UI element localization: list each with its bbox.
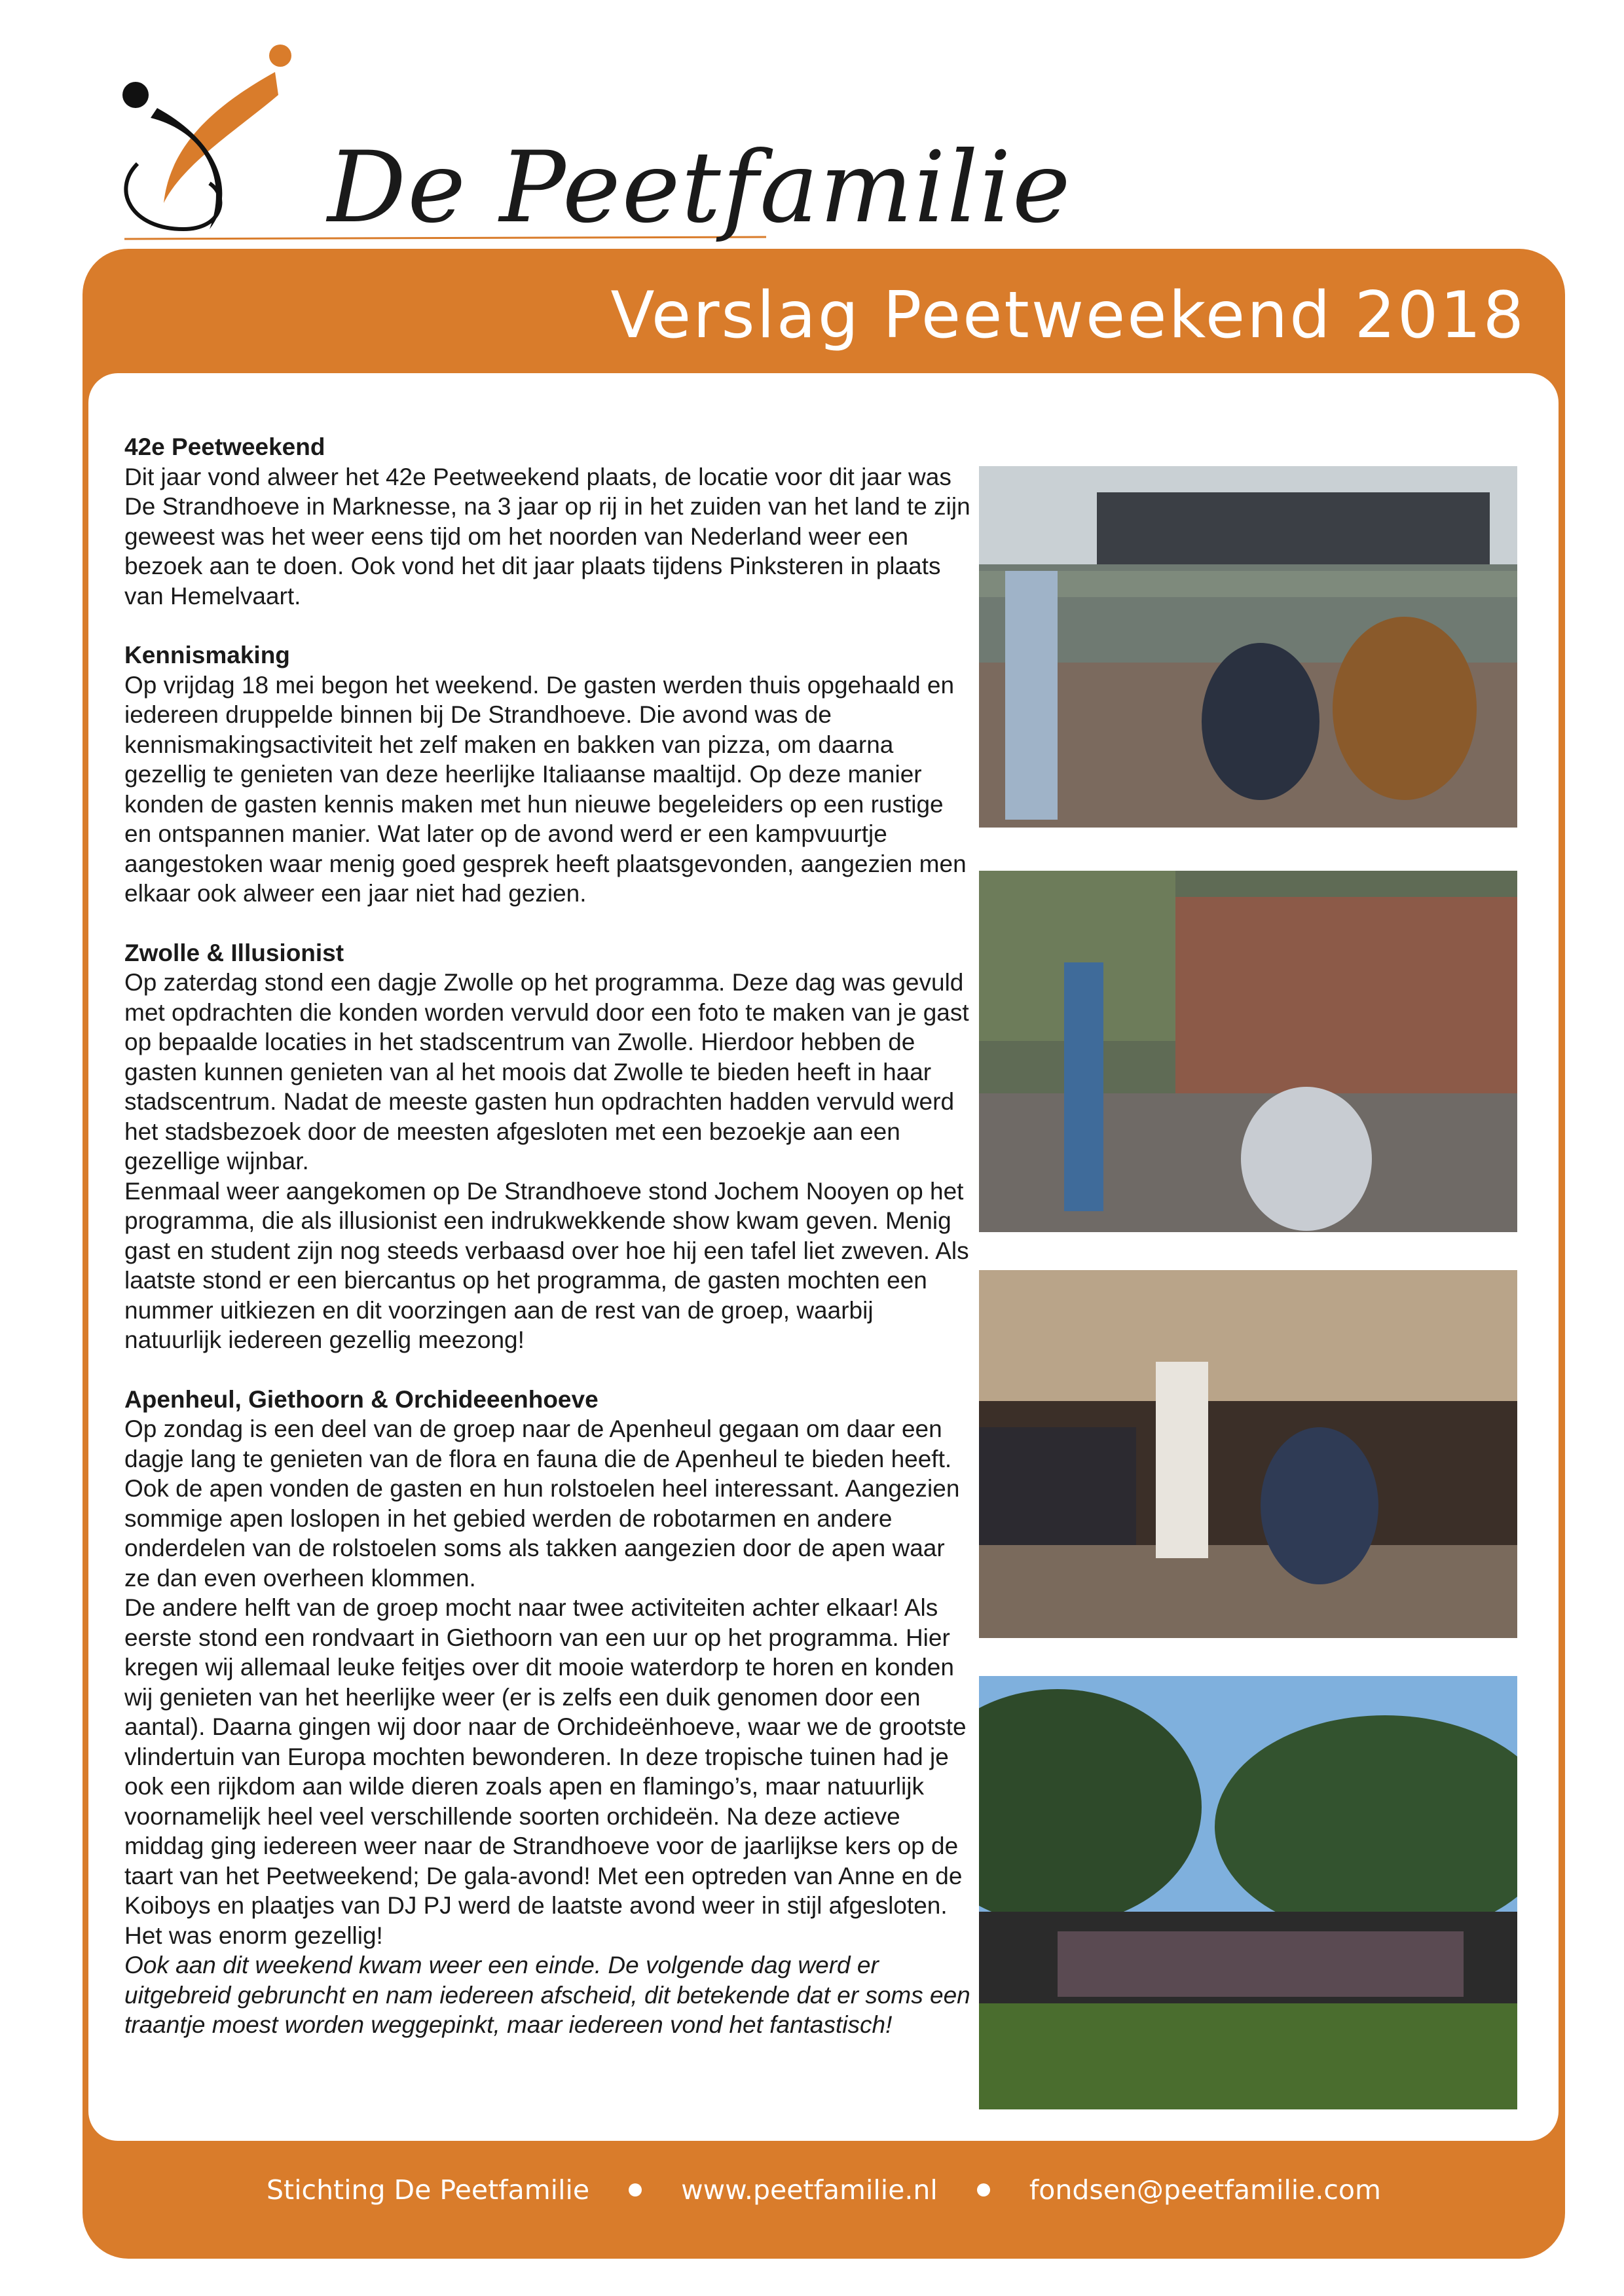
section-heading: Zwolle & Illusionist bbox=[124, 939, 344, 966]
photo-gala-dance bbox=[979, 1270, 1517, 1638]
logo-text: De Peetfamilie bbox=[327, 131, 1072, 245]
photo-group bbox=[979, 1676, 1517, 2109]
section-paragraph: Op zaterdag stond een dagje Zwolle op het programma. Deze dag was gevuld met opdrachten die konden worden vervuld door een foto te maken van je gast op bepaalde locaties in het stadscentrum van Zwolle. Hierdoor hebben de gasten kunnen genieten van al het moois dat Zwolle te bieden heeft in haar stadscentrum. Nadat de meeste gasten hun opdrachten hadden vervuld werd het stadsbezoek door de meesten afgesloten met een bezoekje aan een gezellige wijnbar. bbox=[124, 969, 969, 1175]
footer-org: Stichting De Peetfamilie bbox=[267, 2174, 590, 2206]
section-heading: Apenheul, Giethoorn & Orchideeenhoeve bbox=[124, 1385, 599, 1413]
footer bbox=[83, 2160, 1565, 2219]
section-zwolle-illusionist bbox=[124, 938, 976, 1355]
photo-image-icon bbox=[979, 1270, 1517, 1638]
section-closing: Ook aan dit weekend kwam weer een einde. De volgende dag werd er uitgebreid gebruncht en nam iedereen afscheid, dit betekende dat er soms een traantje moest worden weggepinkt, maar iedereen vond het fantastisch! bbox=[124, 1952, 970, 2038]
photo-zwolle-courtyard bbox=[979, 871, 1517, 1232]
section-heading: 42e Peetweekend bbox=[124, 433, 325, 460]
photo-street-wheelchairs bbox=[979, 466, 1517, 828]
section-heading: Kennismaking bbox=[124, 642, 290, 668]
section-paragraph: De andere helft van de groep mocht naar twee activiteiten achter elkaar! Als eerste stond een rondvaart in Giethoorn van een uur op het programma. Hier kregen wij allemaal leuke feitjes over dit mooie waterdorp te horen en konden wij genieten van het heerlijke weer (er is zelfs een duik genomen door een aantal). Daarna gingen wij door naar de Orchideënhoeve, waar we de grootste vlindertuin van Europa mochten bewonderen. In deze tropische tuinen had je ook een rijkdom aan wilde dieren zoals apen en flamingo’s, maar natuurlijk voornamelijk heel veel verschillende soorten orchideën. Na deze actieve middag ging iedereen weer naar de Strandhoeve voor de jaarlijkse kers op de taart van het Peetweekend; De gala-avond! Met een optreden van Anne en de Koiboys en plaatjes van DJ PJ werd de laatste avond weer in stijl afgesloten. Het was enorm gezellig! bbox=[124, 1594, 967, 1949]
footer-email-link[interactable]: fondsen@peetfamilie.com bbox=[1029, 2174, 1381, 2206]
photo-image-icon bbox=[979, 871, 1517, 1232]
section-paragraph: Op vrijdag 18 mei begon het weekend. De gasten werden thuis opgehaald en iedereen druppelde binnen bij De Strandhoeve. Die avond was de kennismakingsactiviteit het zelf maken en bakken van pizza, om daarna gezellig te genieten van deze heerlijke Italiaanse maaltijd. Op deze manier konden de gasten kennis maken met hun nieuwe begeleiders op een rustige en ontspannen manier. Wat later op de avond werd er een kampvuurtje aangestoken waar menig goed gesprek heeft plaatsgevonden, aangezien men elkaar ook alweer een jaar niet had gezien. bbox=[124, 671, 967, 907]
photo-image-icon bbox=[979, 1676, 1517, 2109]
section-kennismaking bbox=[124, 640, 976, 909]
footer-website-link[interactable]: www.peetfamilie.nl bbox=[681, 2174, 938, 2206]
section-paragraph: Eenmaal weer aangekomen op De Strandhoeve stond Jochem Nooyen op het programma, die als illusionist een indrukwekkende show kwam geven. Menig gast en student zijn nog steeds verbaasd over hoe hij een tafel liet zweven. Als laatste stond er een biercantus op het programma, de gasten mochten een nummer uitkiezen en dit voorzingen aan de rest van de groep, waarbij natuurlijk iedereen gezellig meezong! bbox=[124, 1177, 969, 1353]
article bbox=[124, 432, 976, 2069]
bullet-icon bbox=[629, 2183, 642, 2196]
section-paragraph: Op zondag is een deel van de groep naar de Apenheul gegaan om daar een dagje lang te genieten van de flora en fauna die de Apenheul te bieden heeft. Ook de apen vonden de gasten en hun rolstoelen heel interessant. Aangezien sommige apen loslopen in het gebied werden de robotarmen en andere onderdelen van de rolstoelen soms als takken aangezien door de apen waar ze dan even overheen klommen. bbox=[124, 1415, 960, 1592]
section-apenheul bbox=[124, 1385, 976, 2040]
section-paragraph: Dit jaar vond alweer het 42e Peetweekend plaats, de locatie voor dit jaar was De Strandhoeve in Marknesse, na 3 jaar op rij in het zuiden van het land te zijn geweest was het weer eens tijd om het noorden van Nederland weer een bezoek aan te doen. Ook vond het dit jaar plaats tijdens Pinksteren in plaats van Hemelvaart. bbox=[124, 463, 970, 610]
section-42e-peetweekend bbox=[124, 432, 976, 611]
photo-image-icon bbox=[979, 466, 1517, 828]
page-title: Verslag Peetweekend 2018 bbox=[610, 278, 1526, 353]
bullet-icon bbox=[977, 2183, 990, 2196]
logo bbox=[111, 33, 1072, 249]
